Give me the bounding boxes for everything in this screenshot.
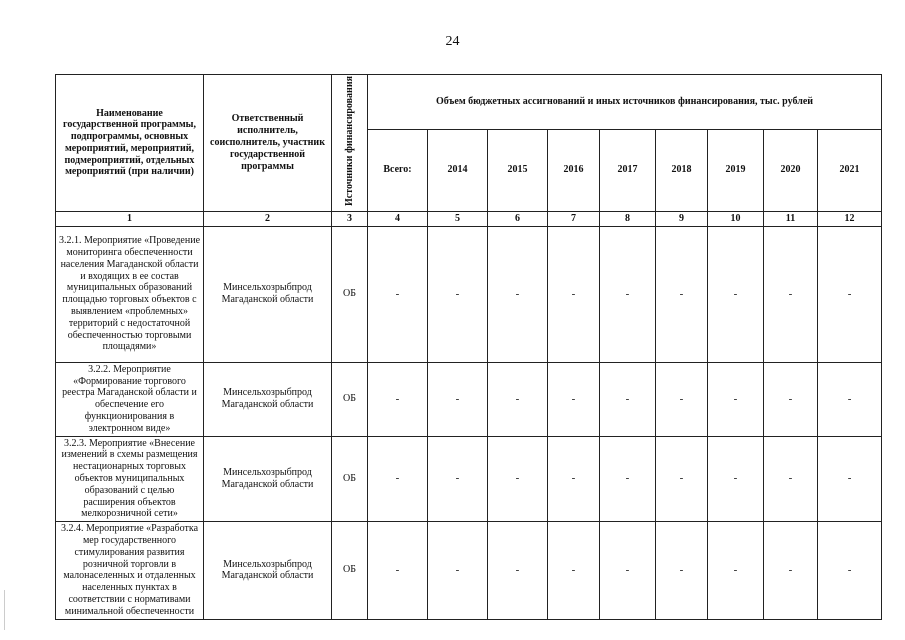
budget-value: - [708,522,764,619]
budget-value: - [548,226,600,362]
budget-value: - [368,522,428,619]
header-year-2020: 2020 [764,129,818,211]
header-year-2018: 2018 [656,129,708,211]
table-row [56,436,882,522]
budget-value: - [488,226,548,362]
header-year-2017: 2017 [600,129,656,211]
budget-value: - [764,226,818,362]
activity-name: 3.2.2. Мероприятие «Формирование торгового реестра Магаданской области и обеспечение его функционирования в электронном виде» [56,362,204,436]
activity-name: 3.2.4. Мероприятие «Разработка мер государственного стимулирования развития розничной торговли в малонаселенных и отдаленных населенных пунктах в соответствии с нормативами минимальной обеспеченности [56,522,204,619]
budget-value: - [708,362,764,436]
column-number: 7 [548,211,600,226]
funding-source: ОБ [332,226,368,362]
header-source-column [332,75,368,212]
budget-value: - [600,522,656,619]
funding-source: ОБ [332,362,368,436]
budget-value: - [656,522,708,619]
funding-source: ОБ [332,436,368,522]
header-year-2015: 2015 [488,129,548,211]
header-name-column: Наименование государственной программы, подпрограммы, основных мероприятий, мероприятий, подмероприятий, отдельных мероприятий (при наличии) [56,75,204,212]
column-number: 9 [656,211,708,226]
column-number: 1 [56,211,204,226]
page-number: 24 [445,34,460,49]
column-number: 11 [764,211,818,226]
budget-value: - [764,362,818,436]
table-row [56,362,882,436]
column-number: 8 [600,211,656,226]
budget-value: - [818,362,882,436]
budget-table [55,74,882,620]
activity-name: 3.2.3. Мероприятие «Внесение изменений в схемы размещения нестационарных торговых объектов муниципальных образований с целью расширения объектов мелкорозничной сети» [56,436,204,522]
header-year-2016: 2016 [548,129,600,211]
executor: Минсельхозрыбпрод Магаданской области [204,522,332,619]
header-year-2019: 2019 [708,129,764,211]
budget-value: - [656,226,708,362]
activity-name: 3.2.1. Мероприятие «Проведение мониторинга обеспеченности населения Магаданской области и входящих в ее состав муниципальных образований площадью торговых объектов с выявлением «проблемных» территорий с недостаточной обеспеченностью торговыми площадями» [56,226,204,362]
budget-value: - [548,522,600,619]
column-number: 3 [332,211,368,226]
budget-value: - [600,362,656,436]
budget-value: - [488,362,548,436]
budget-value: - [488,436,548,522]
header-source-label: Источники финансирования [343,76,355,206]
budget-value: - [428,436,488,522]
budget-value: - [818,226,882,362]
header-volume-group: Объем бюджетных ассигнований и иных источников финансирования, тыс. рублей [368,75,882,130]
budget-value: - [368,362,428,436]
budget-value: - [600,436,656,522]
budget-value: - [764,522,818,619]
budget-value: - [818,522,882,619]
budget-value: - [656,362,708,436]
header-executor-column: Ответственный исполнитель, соисполнитель, участник государственной программы [204,75,332,212]
column-number: 5 [428,211,488,226]
budget-value: - [548,362,600,436]
budget-value: - [428,362,488,436]
header-year-2021: 2021 [818,129,882,211]
budget-value: - [600,226,656,362]
funding-source: ОБ [332,522,368,619]
header-year-2014: 2014 [428,129,488,211]
table-row [56,522,882,619]
budget-value: - [488,522,548,619]
column-number: 6 [488,211,548,226]
budget-value: - [708,226,764,362]
executor: Минсельхозрыбпрод Магаданской области [204,226,332,362]
header-total: Всего: [368,129,428,211]
budget-value: - [368,226,428,362]
budget-value: - [548,436,600,522]
column-number: 2 [204,211,332,226]
budget-value: - [818,436,882,522]
column-number: 4 [368,211,428,226]
table-row [56,226,882,362]
executor: Минсельхозрыбпрод Магаданской области [204,436,332,522]
budget-value: - [764,436,818,522]
budget-value: - [708,436,764,522]
budget-value: - [428,226,488,362]
scan-margin-mark [4,590,5,630]
executor: Минсельхозрыбпрод Магаданской области [204,362,332,436]
budget-value: - [428,522,488,619]
column-number: 12 [818,211,882,226]
budget-value: - [368,436,428,522]
budget-value: - [656,436,708,522]
column-number: 10 [708,211,764,226]
